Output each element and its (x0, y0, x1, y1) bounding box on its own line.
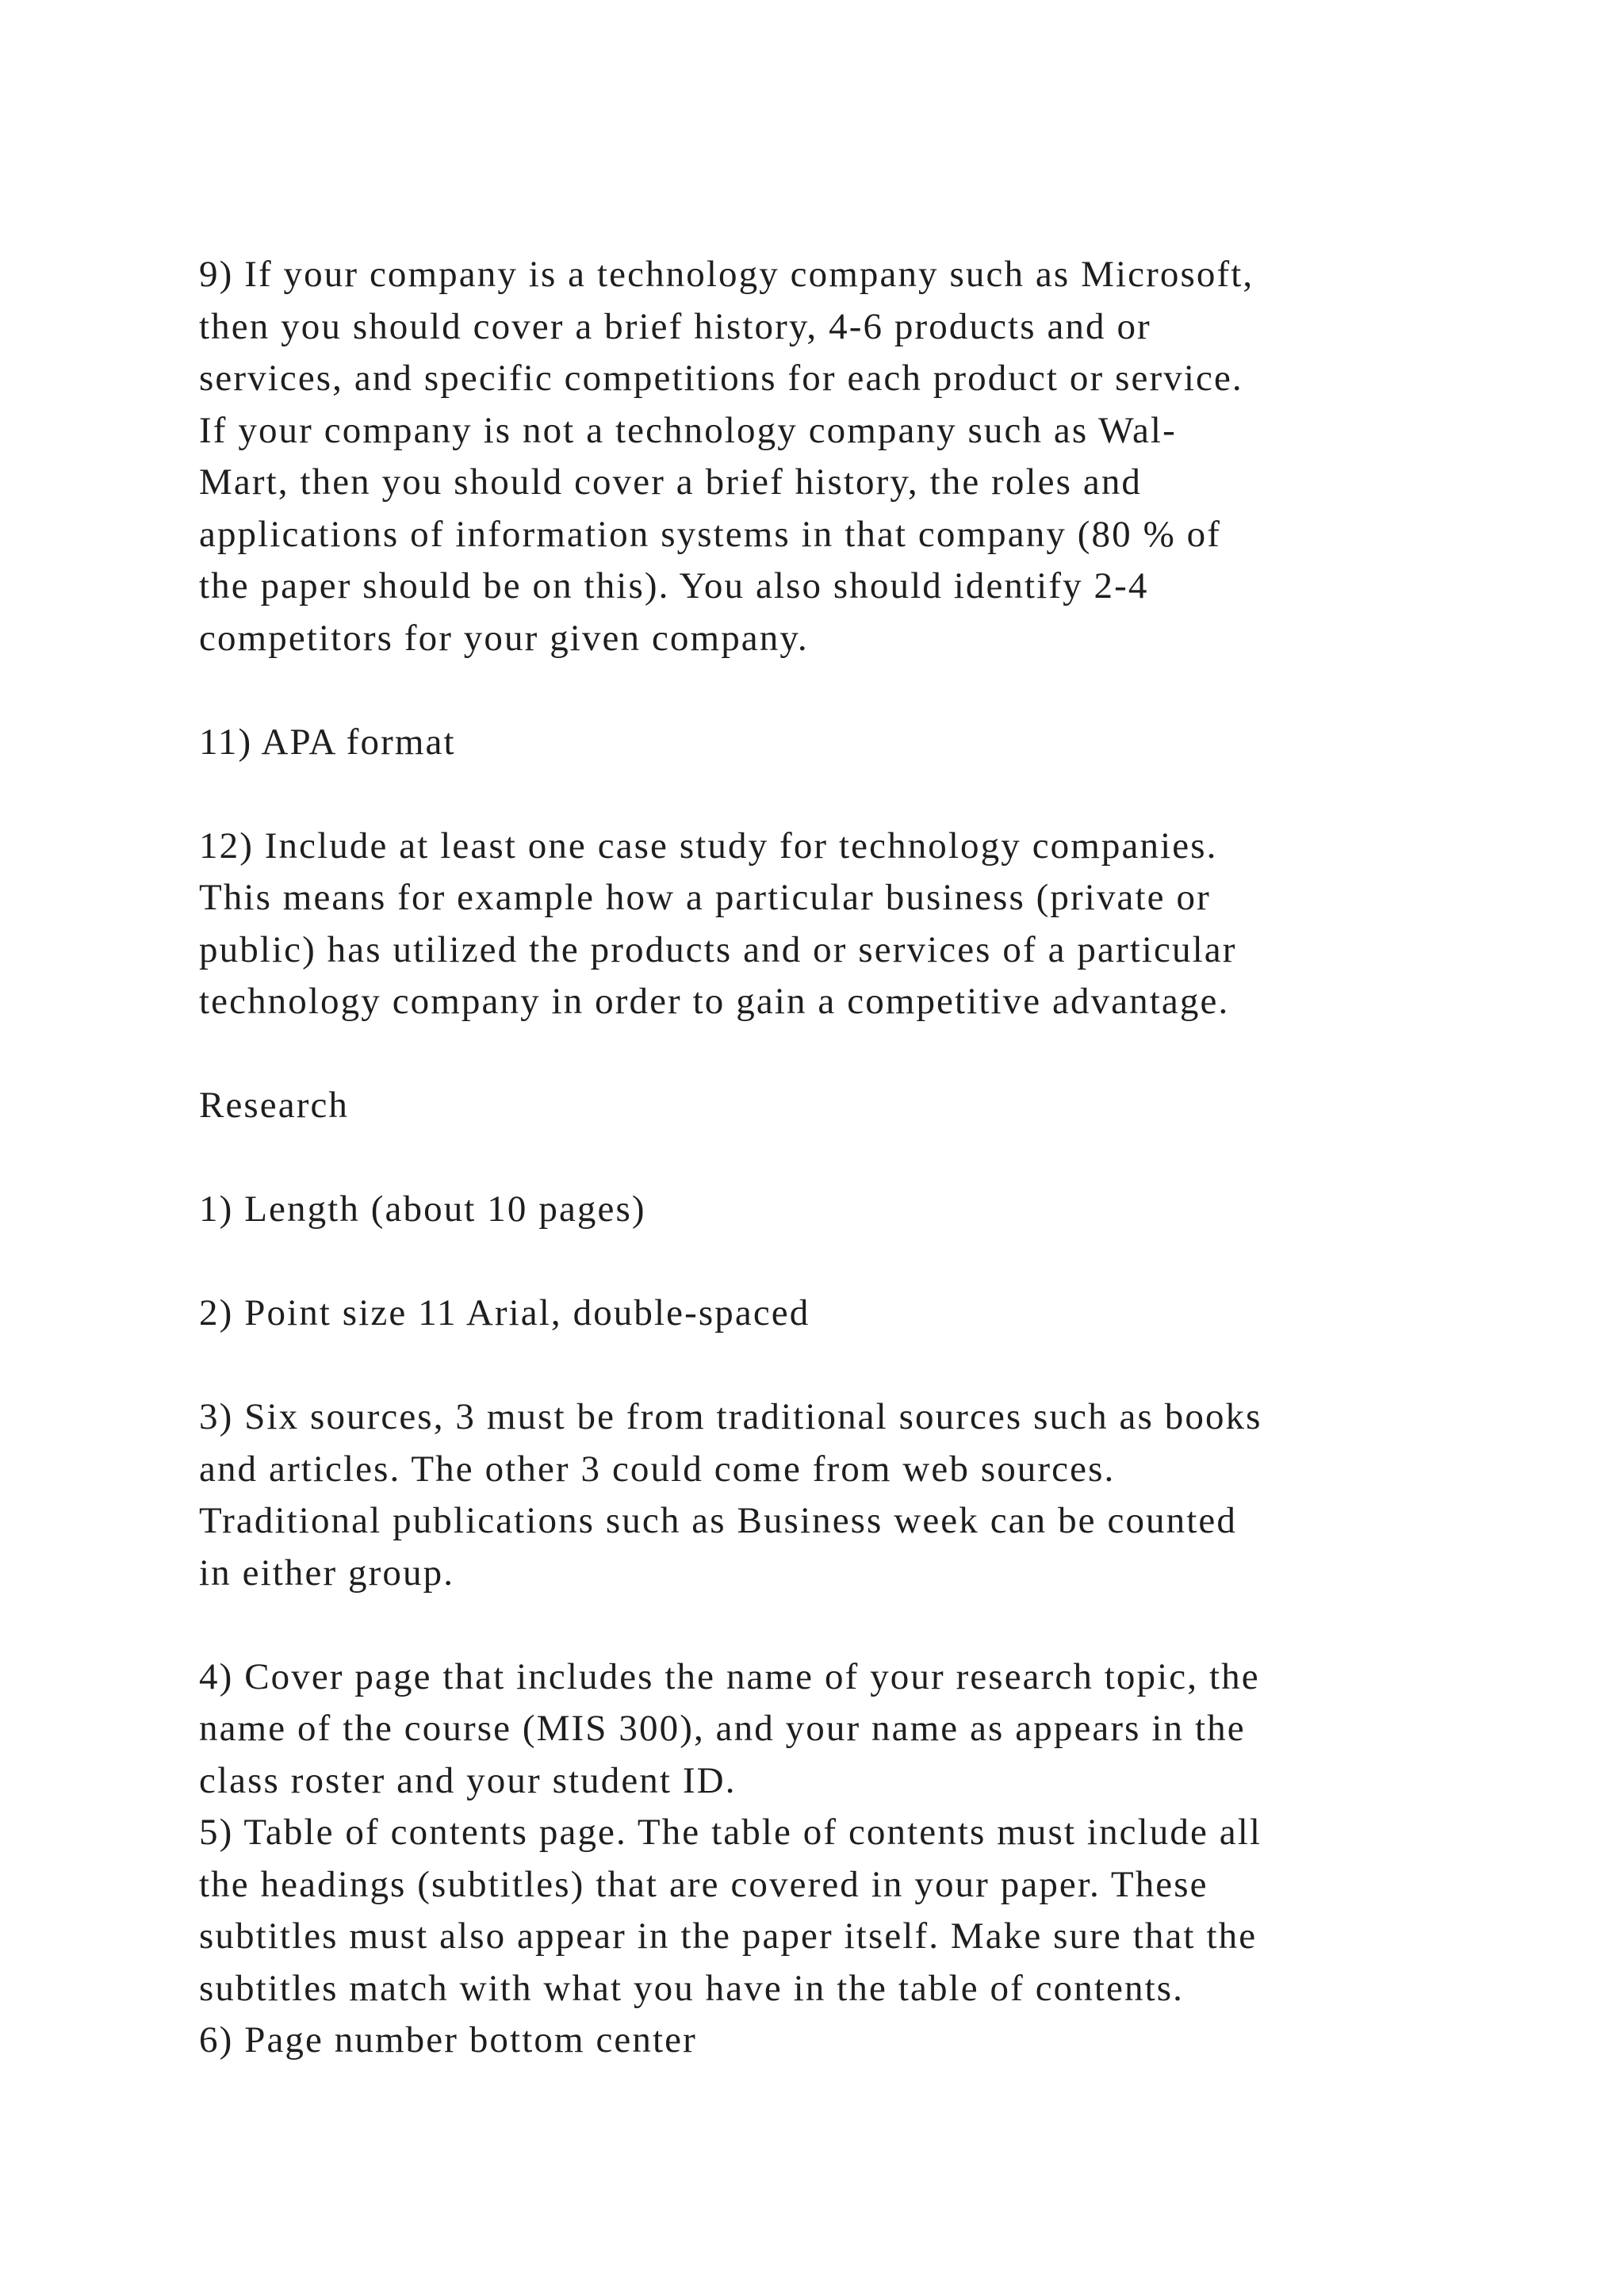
text-line: This means for example how a particular business (private or (199, 877, 1211, 918)
text-line: then you should cover a brief history, 4-6 products and or (199, 305, 1151, 347)
document-body (199, 249, 1436, 2067)
paragraph-gap (199, 1340, 1436, 1392)
paragraph-gap (199, 1599, 1436, 1651)
text-line: class roster and your student ID. (199, 1759, 737, 1801)
text-line: applications of information systems in that company (80 % of (199, 513, 1222, 555)
text-line: Mart, then you should cover a brief history, the roles and (199, 461, 1143, 503)
paragraph-item-11 (199, 717, 1436, 769)
text-line: 6) Page number bottom center (199, 2019, 697, 2061)
paragraph-research-4-6 (199, 1651, 1436, 2067)
text-line: 4) Cover page that includes the name of your research topic, the (199, 1655, 1260, 1697)
text-line: If your company is not a technology company such as Wal- (199, 409, 1177, 451)
paragraph-item-9 (199, 249, 1436, 664)
text-line: Traditional publications such as Business week can be counted (199, 1500, 1237, 1541)
paragraph-gap (199, 1132, 1436, 1184)
text-line: in either group. (199, 1552, 455, 1594)
text-line: 2) Point size 11 Arial, double-spaced (199, 1292, 810, 1334)
paragraph-gap (199, 664, 1436, 717)
text-line: the headings (subtitles) that are covered in your paper. These (199, 1863, 1208, 1905)
text-line: and articles. The other 3 could come from web sources. (199, 1448, 1116, 1490)
section-heading-research (199, 1080, 1436, 1132)
text-line: subtitles must also appear in the paper itself. Make sure that the (199, 1915, 1258, 1957)
text-line: competitors for your given company. (199, 617, 809, 659)
text-line: 1) Length (about 10 pages) (199, 1188, 646, 1230)
text-line: 11) APA format (199, 721, 456, 763)
paragraph-item-12 (199, 821, 1436, 1028)
text-line: services, and specific competitions for each product or service. (199, 358, 1243, 399)
paragraph-gap (199, 768, 1436, 821)
text-line: 9) If your company is a technology company such as Microsoft, (199, 254, 1254, 295)
text-line: 12) Include at least one case study for technology companies. (199, 825, 1218, 867)
paragraph-research-1 (199, 1184, 1436, 1236)
text-line: the paper should be on this). You also should identify 2-4 (199, 565, 1149, 607)
paragraph-gap (199, 1236, 1436, 1288)
heading-text: Research (199, 1085, 350, 1126)
text-line: 3) Six sources, 3 must be from traditional sources such as books (199, 1396, 1262, 1437)
paragraph-gap (199, 1028, 1436, 1081)
text-line: technology company in order to gain a competitive advantage. (199, 981, 1230, 1022)
text-line: name of the course (MIS 300), and your name as appears in the (199, 1708, 1246, 1749)
paragraph-research-2 (199, 1288, 1436, 1340)
text-line: 5) Table of contents page. The table of contents must include all (199, 1812, 1262, 1853)
text-line: public) has utilized the products and or services of a particular (199, 928, 1237, 970)
text-line: subtitles match with what you have in the table of contents. (199, 1967, 1184, 2009)
paragraph-research-3 (199, 1391, 1436, 1599)
